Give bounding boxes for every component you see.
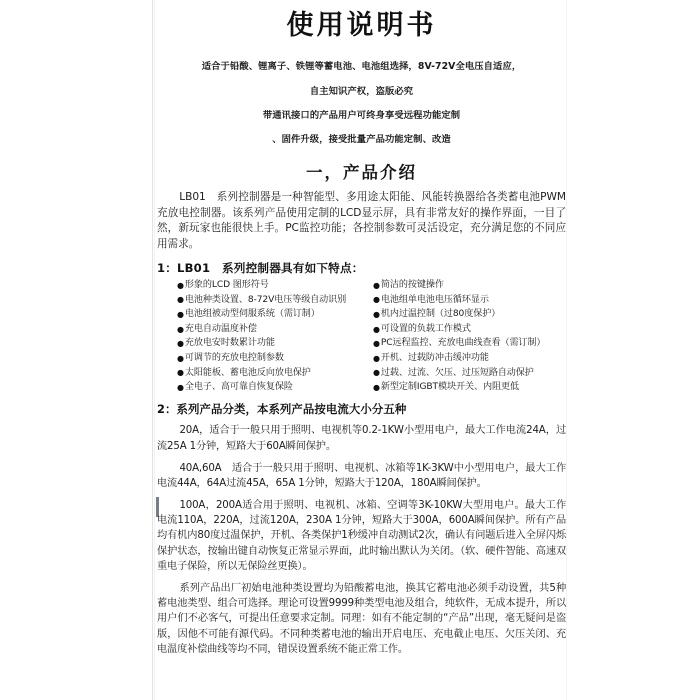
feature-item: [373, 279, 586, 294]
feature-item: [177, 381, 373, 396]
feature-item: [373, 381, 586, 396]
feature-label: 太阳能板、蓄电池反向放电保护: [184, 367, 311, 378]
bullet-icon: ●: [177, 339, 184, 349]
feature-label: 新型定制IGBT模块开关、内阻更低: [380, 382, 519, 393]
paper-left-edge: [152, 0, 153, 700]
feature-label: 开机、过载防冲击缓冲功能: [380, 352, 489, 363]
bullet-icon: ●: [373, 368, 380, 378]
bullet-icon: ●: [373, 339, 380, 349]
feature-label: 简洁的按键操作: [380, 279, 444, 290]
bullet-icon: ●: [177, 280, 184, 290]
feature-label: 电池种类设置、8-72V电压等级自动识别: [184, 294, 347, 305]
feature-label: 充电自动温度补偿: [184, 323, 257, 334]
feature-label: 机内过温控制（过80度保护）: [380, 309, 501, 320]
bullet-icon: ●: [177, 383, 184, 393]
feature-item: [373, 308, 586, 323]
subtitle-line-4: 、固件升级，接受批量产品功能定制、改造: [272, 134, 451, 146]
feature-label: PC远程监控、充放电曲线查看（需订制）: [380, 338, 546, 349]
section-two-paragraph-20a: 20A，适合于一般只用于照明、电视机等0.2-1KW小型用电户，最大工作电流24A，过流25A 1分钟，短路大于60A瞬间保护。: [157, 425, 566, 452]
subtitle-line-3: 带通讯接口的产品用户可终身享受远程功能定制: [262, 109, 461, 121]
feature-item: [373, 322, 586, 337]
feature-item: [177, 352, 373, 367]
bullet-icon: ●: [177, 324, 184, 334]
paper-left-edge-inner: [154, 0, 155, 700]
subtitle-block: [157, 62, 566, 145]
features-heading: 1：LB01 系列控制器具有如下特点：: [157, 260, 364, 275]
bullet-icon: ●: [177, 368, 184, 378]
bullet-icon: ●: [373, 280, 380, 290]
document-content: [157, 0, 566, 700]
section-one-heading: 一，产品介绍: [306, 163, 417, 183]
feature-list: [157, 279, 566, 396]
feature-label: 可调节的充放电控制参数: [184, 352, 284, 363]
feature-item: [177, 279, 373, 294]
bullet-icon: ●: [373, 383, 380, 393]
feature-item: [373, 352, 586, 367]
bullet-icon: ●: [177, 353, 184, 363]
feature-item: [177, 366, 373, 381]
bullet-icon: ●: [177, 310, 184, 320]
bullet-icon: ●: [373, 353, 380, 363]
feature-item: [373, 293, 586, 308]
subtitle-line-2: 自主知识产权，盗版必究: [309, 85, 414, 97]
feature-label: 全电子、高可靠自恢复保险: [184, 382, 293, 393]
bullet-icon: ●: [373, 310, 380, 320]
section-two-paragraph-battery-settings: 系列产品出厂初始电池种类设置均为铅酸蓄电池，换其它蓄电池必须手动设置，共5种蓄电池类型、组合可选择。理论可设置9999种类型电池及组合，纯软件，无成本提升，所以用户们不必客气，可提出任意要求定制。同理：如有不能定制的“产品”出现，毫无疑问是盗版，因他不可能有源代码。不同种类蓄电池的输出开启电压、充电截止电压、欠压关闭、充电温度补偿曲线等均不同，错误设置系统不能正常工作。: [157, 583, 566, 655]
feature-label: 电池组单电池电压循环显示: [380, 294, 489, 305]
feature-item: [373, 337, 586, 352]
feature-item: [177, 322, 373, 337]
feature-label: 充放电安时数累计功能: [184, 338, 275, 349]
bullet-icon: ●: [373, 324, 380, 334]
section-one-paragraph: LB01 系列控制器是一种智能型、多用途太阳能、风能转换器给各类蓄电池PWM充放电控制器。该系列产品使用定制的LCD显示屏，具有非常友好的操作界面，一目了然，新玩家也能很快上手。PC监控功能；各控制参数可灵活设定，充分满足您的不同应用需求。: [157, 191, 566, 250]
feature-item: [373, 366, 586, 381]
page-title: 使用说明书: [286, 10, 437, 41]
section-two-paragraph-100a-200a: 100A，200A适合用于照明、电视机、冰箱、空调等3K-10KW大型用电户。最大工作电流110A，220A，过流120A，230A 1分钟，短路大于300A，600A瞬间保护。所有产品均有机内80度过温保护，开机、各类保护1秒缓冲自动测试2次，确认有问题后进入全屏闪烁保护状态，按输出键自动恢复正常显示界面，此时输出默认为关闭。（软、硬件智能、高速双重电子保险，所以无保险丝更换）。: [157, 500, 566, 572]
feature-item: [177, 337, 373, 352]
feature-label: 形象的LCD 图形符号: [184, 279, 269, 290]
section-two-paragraph-40a-60a: 40A,60A 适合于一般只用于照明、电视机、冰箱等1K-3KW中小型用电户，最大工作电流44A，64A过流45A，65A 1分钟，短路大于120A，180A瞬间保护。: [157, 462, 566, 489]
feature-label: 过载、过流、欠压、过压短路自动保护: [380, 367, 534, 378]
bullet-icon: ●: [177, 295, 184, 305]
feature-label: 电池组被动型伺服系统（需订制）: [184, 309, 320, 320]
feature-item: [177, 308, 373, 323]
feature-label: 可设置的负载工作模式: [380, 323, 471, 334]
subtitle-line-1: 适合于铅酸、锂离子、铁锂等蓄电池、电池组选择，8V-72V全电压自适应，: [201, 61, 522, 73]
section-two-heading: 2：系列产品分类，本系列产品按电流大小分五种: [157, 402, 407, 417]
bullet-icon: ●: [373, 295, 380, 305]
feature-item: [177, 293, 373, 308]
